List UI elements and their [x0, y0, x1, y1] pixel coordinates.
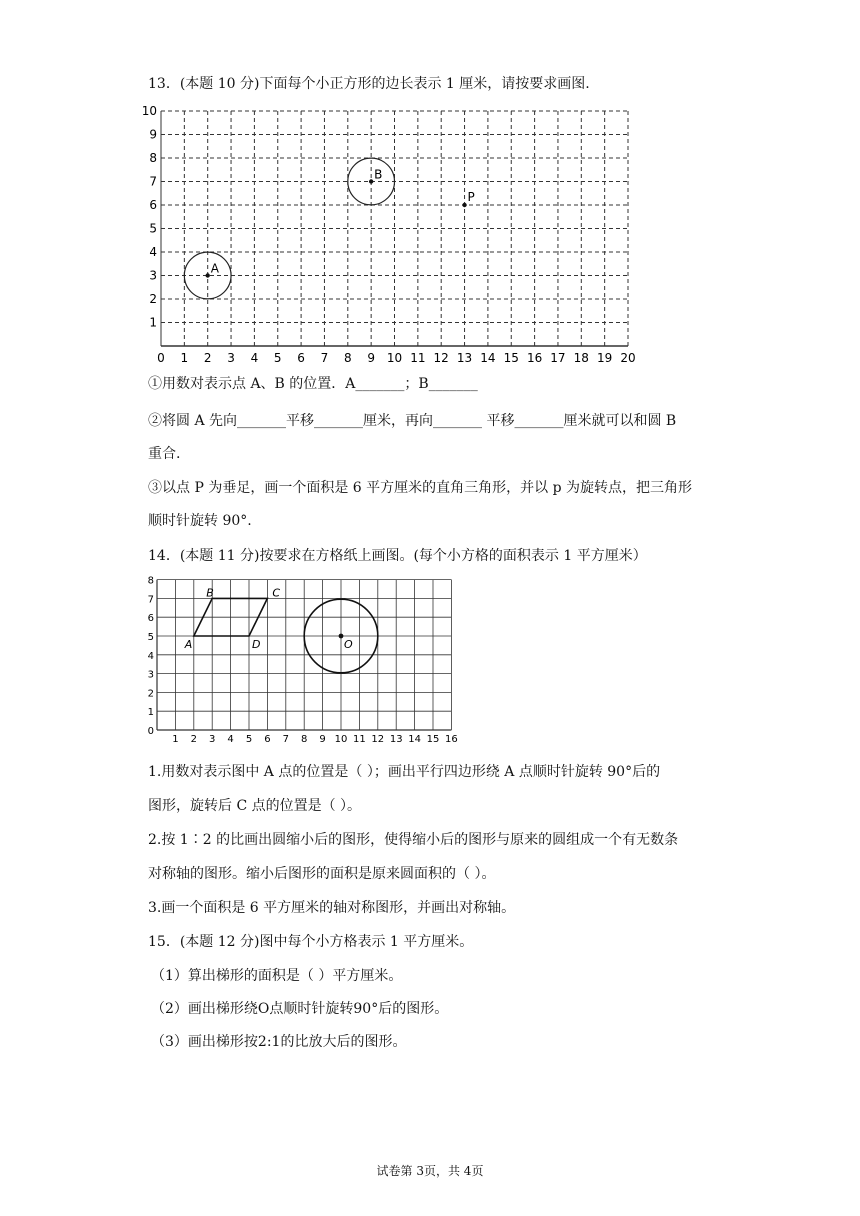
grid13-y-tick: 9	[149, 127, 157, 142]
grid13-y-tick: 10	[141, 104, 157, 118]
q13-part2-line1: ②将圆 A 先向_______平移_______厘米，再向_______ 平移_______厘米就可以和圆 B	[148, 413, 677, 429]
grid14-y-tick: 3	[147, 669, 154, 681]
grid14-x-tick: 9	[319, 734, 326, 745]
center-dot-o	[339, 634, 344, 639]
grid14-x-tick: 5	[245, 734, 253, 745]
question-15-title: 15．(本题 12 分)图中每个小方格表示 1 平方厘米。	[148, 934, 474, 950]
q14-part2-line2: 对称轴的图形。缩小后图形的面积是原来圆面积的（ ）。	[148, 866, 496, 882]
grid14-x-tick: 7	[282, 734, 289, 745]
grid13-y-tick: 5	[149, 221, 157, 236]
label-b: B	[374, 167, 383, 182]
grid13-x-tick: 4	[250, 351, 259, 365]
grid13-x-tick: 15	[503, 351, 519, 365]
grid13-x-tick: 14	[480, 351, 496, 365]
point-p	[462, 203, 466, 207]
grid13-x-tick: 9	[367, 351, 375, 365]
grid14-x-tick: 11	[353, 734, 366, 745]
q13-part3-line2: 顺时针旋转 90°.	[148, 513, 252, 529]
grid14-y-tick: 6	[147, 613, 154, 625]
grid13-x-tick: 1	[180, 351, 189, 365]
grid13-x-tick: 13	[456, 351, 473, 365]
center-dot-b	[369, 179, 373, 183]
grid13-x-tick: 17	[550, 351, 566, 365]
grid14-y-tick: 2	[147, 688, 154, 700]
vertex-c: C	[272, 586, 281, 600]
q14-part2-line1: 2.按 1∶2 的比画出圆缩小后的图形，使得缩小后的图形与原来的圆组成一个有无数条	[148, 832, 679, 848]
grid-13	[140, 100, 636, 365]
grid13-x-tick: 8	[343, 351, 352, 365]
grid13-y-tick: 3	[149, 268, 157, 283]
grid14-x-tick: 13	[389, 734, 403, 745]
grid13-x-tick: 16	[526, 351, 543, 365]
vertex-a: A	[184, 638, 193, 651]
grid13-x-tick: 12	[433, 351, 449, 365]
grid14-x-tick: 1	[172, 734, 179, 745]
q15-part3: （3）画出梯形按2:1的比放大后的图形。	[151, 1034, 407, 1050]
q14-part3: 3.画一个面积是 6 平方厘米的轴对称图形，并画出对称轴。	[148, 900, 516, 916]
q13-part1: ①用数对表示点 A、B 的位置．A_______；B_______	[148, 376, 478, 392]
grid14-x-tick: 3	[209, 734, 216, 745]
q14-part1-line2: 图形，旋转后 C 点的位置是（ ）。	[148, 798, 362, 814]
grid13-x-tick: 11	[410, 351, 426, 365]
q13-part2-line2: 重合.	[148, 446, 181, 462]
grid14-x-tick: 10	[334, 734, 348, 745]
page-footer: 试卷第 3页，共 4页	[376, 1164, 484, 1178]
grid14-x-tick: 12	[371, 734, 385, 745]
grid13-y-tick: 7	[149, 174, 157, 189]
grid13-x-tick: 3	[227, 351, 235, 365]
grid13-y-tick: 2	[149, 292, 157, 306]
q15-part1: （1）算出梯形的面积是（ ）平方厘米。	[151, 968, 403, 984]
vertex-d: D	[252, 638, 261, 651]
question-14-title: 14．(本题 11 分)按要求在方格纸上画图。(每个小方格的面积表示 1 平方厘米）	[148, 548, 647, 564]
grid-14	[140, 575, 460, 745]
grid13-x-tick: 7	[320, 351, 329, 365]
grid13-x-tick: 0	[157, 351, 165, 365]
grid13-y-tick: 6	[149, 198, 157, 212]
grid13-x-tick: 6	[297, 351, 305, 365]
grid14-y-tick: 4	[147, 650, 154, 662]
label-a: A	[210, 261, 219, 276]
question-13-title: 13．(本题 10 分)下面每个小正方形的边长表示 1 厘米，请按要求画图.	[148, 76, 590, 92]
grid14-x-tick: 4	[227, 734, 234, 745]
grid13-x-tick: 10	[386, 351, 403, 365]
grid14-y-tick: 7	[147, 594, 154, 606]
grid14-x-tick: 8	[301, 734, 308, 745]
vertex-b: B	[206, 586, 214, 600]
grid13-x-tick: 5	[273, 351, 282, 365]
q14-part1-line1: 1.用数对表示图中 A 点的位置是（ ）；画出平行四边形绕 A 点顺时针旋转 90°后的	[148, 764, 661, 780]
grid14-y-tick: 1	[147, 707, 154, 719]
q15-part2: （2）画出梯形绕O点顺时针旋转90°后的图形。	[151, 1001, 449, 1017]
grid14-x-tick: 14	[408, 734, 421, 745]
grid14-x-tick: 16	[445, 734, 458, 745]
grid14-x-tick: 2	[190, 734, 197, 745]
label-o: O	[344, 638, 353, 651]
grid14-y-tick: 8	[147, 575, 154, 587]
label-p: P	[467, 190, 475, 204]
grid13-x-tick: 19	[597, 351, 613, 365]
grid13-y-tick: 1	[149, 315, 157, 330]
q13-part3-line1: ③以点 P 为垂足，画一个面积是 6 平方厘米的直角三角形，并以 p 为旋转点，把三角形	[148, 480, 692, 496]
grid13-x-tick: 20	[620, 351, 636, 365]
grid14-x-tick: 6	[264, 734, 271, 745]
grid13-x-tick: 18	[573, 351, 589, 365]
grid13-y-tick: 8	[149, 151, 157, 165]
grid13-y-tick: 4	[149, 245, 157, 259]
center-dot-a	[206, 273, 210, 277]
grid13-x-tick: 2	[203, 351, 212, 365]
grid14-x-tick: 15	[426, 734, 440, 745]
grid14-y-tick: 5	[147, 632, 154, 643]
grid14-y-tick: 0	[147, 726, 154, 737]
